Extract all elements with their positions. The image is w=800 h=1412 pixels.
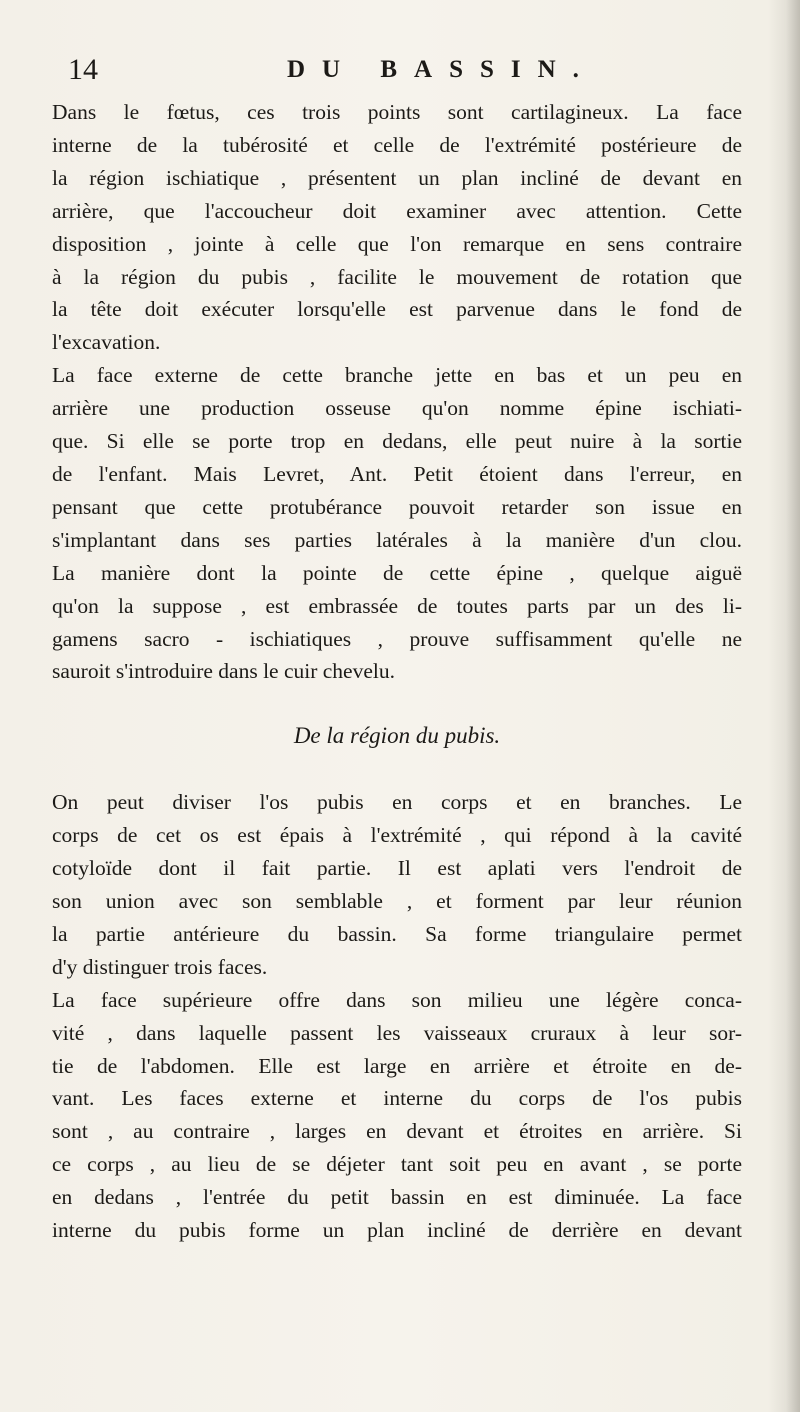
text-line: cotyloïde dont il fait partie. Il est aplati vers l'endroit de <box>52 856 742 881</box>
text-line: sauroit s'introduire dans le cuir chevelu. <box>52 659 395 684</box>
text-line: pensant que cette protubérance pouvoit retarder son issue en <box>52 494 742 519</box>
text-line: de l'enfant. Mais Levret, Ant. Petit étoient dans l'erreur, en <box>52 461 742 486</box>
page-number: 14 <box>68 53 98 86</box>
text-line: l'excavation. <box>52 330 161 355</box>
text-line: La face externe de cette branche jette en bas et un peu en <box>52 363 742 388</box>
text-line: s'implantant dans ses parties latérales à la manière d'un clou. <box>52 527 742 552</box>
paragraph-3 <box>52 786 742 983</box>
text-line: la région ischiatique , présentent un plan incliné de devant en <box>52 165 742 190</box>
paragraph-2 <box>52 359 742 688</box>
section-heading: De la région du pubis. <box>293 723 501 749</box>
text-line: vité , dans laquelle passent les vaisseaux cruraux à leur sor- <box>52 1020 742 1045</box>
text-line: à la région du pubis , facilite le mouvement de rotation que <box>52 264 742 289</box>
text-line: La face supérieure offre dans son milieu une légère conca- <box>52 987 742 1012</box>
running-title: DU BASSIN. <box>287 56 596 83</box>
text-line: arrière une production osseuse qu'on nomme épine ischiati- <box>52 396 742 421</box>
text-line: La manière dont la pointe de cette épine , quelque aiguë <box>52 560 742 585</box>
text-line: la tête doit exécuter lorsqu'elle est parvenue dans le fond de <box>52 297 742 322</box>
text-line: qu'on la suppose , est embrassée de toutes parts par un des li- <box>52 593 742 618</box>
text-line: tie de l'abdomen. Elle est large en arrière et étroite en de- <box>52 1053 742 1078</box>
text-line: interne de la tubérosité et celle de l'extrémité postérieure de <box>52 132 742 157</box>
paragraph-1 <box>52 96 742 359</box>
text-line: en dedans , l'entrée du petit bassin en est diminuée. La face <box>52 1185 742 1210</box>
text-line: gamens sacro - ischiatiques , prouve suffisamment qu'elle ne <box>52 626 742 651</box>
text-line: d'y distinguer trois faces. <box>52 954 268 979</box>
page-edge-shadow <box>786 0 800 1412</box>
text-line: que. Si elle se porte trop en dedans, elle peut nuire à la sortie <box>52 429 742 454</box>
text-line: son union avec son semblable , et forment par leur réunion <box>52 889 742 914</box>
text-line: corps de cet os est épais à l'extrémité , qui répond à la cavité <box>52 823 742 848</box>
body-text <box>52 96 742 1247</box>
text-line: interne du pubis forme un plan incliné de derrière en devant <box>52 1218 742 1243</box>
text-line: sont , au contraire , larges en devant et étroites en arrière. Si <box>52 1119 742 1144</box>
text-line: arrière, que l'accoucheur doit examiner avec attention. Cette <box>52 198 742 223</box>
text-line: On peut diviser l'os pubis en corps et en branches. Le <box>52 790 742 815</box>
paragraph-4 <box>52 984 742 1247</box>
text-line: disposition , jointe à celle que l'on remarque en sens contraire <box>52 231 742 256</box>
text-line: la partie antérieure du bassin. Sa forme triangulaire permet <box>52 921 742 946</box>
text-line: Dans le fœtus, ces trois points sont cartilagineux. La face <box>52 100 742 124</box>
text-line: vant. Les faces externe et interne du corps de l'os pubis <box>52 1086 742 1111</box>
page-header <box>52 52 742 88</box>
text-line: ce corps , au lieu de se déjeter tant soit peu en avant , se porte <box>52 1152 742 1177</box>
